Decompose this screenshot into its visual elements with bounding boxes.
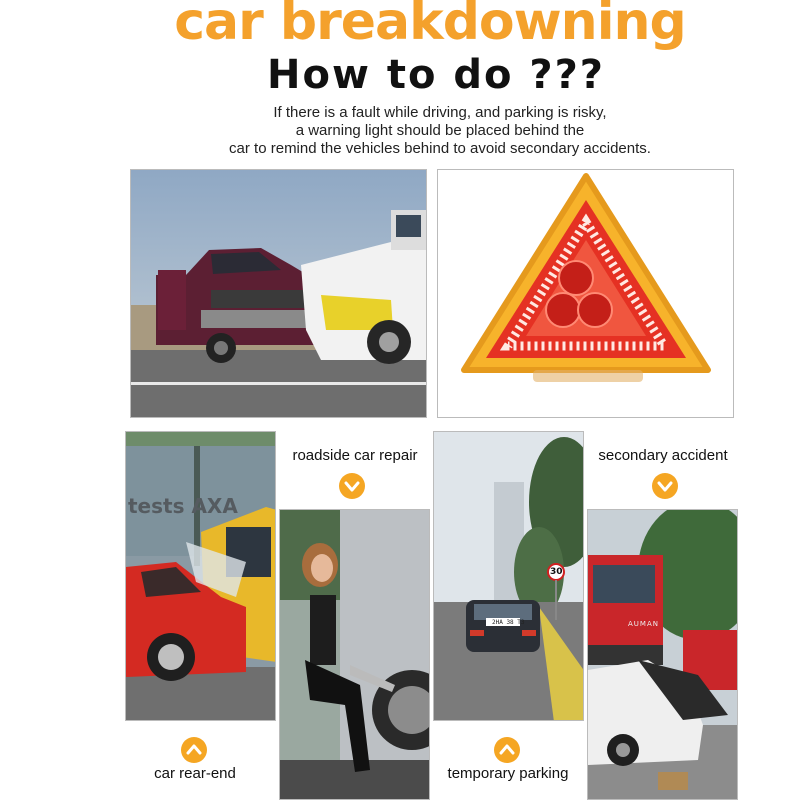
collision-photo — [130, 169, 427, 418]
banner-text: tests AXA — [128, 494, 238, 518]
secondary-accident-photo — [587, 509, 738, 800]
warning-light-photo — [437, 169, 734, 418]
chevron-down-icon — [339, 473, 365, 499]
description-line: car to remind the vehicles behind to avoid secondary accidents. — [229, 140, 651, 157]
truck-brand-text: AUMAN — [628, 620, 659, 628]
chevron-up-icon — [494, 737, 520, 763]
scenario-label-temporary-parking: temporary parking — [447, 765, 569, 782]
scenario-label-rear-end: car rear-end — [154, 765, 236, 782]
temporary-parking-photo — [433, 431, 584, 721]
page-title: car breakdowning — [174, 0, 686, 52]
rear-end-photo — [125, 431, 276, 721]
chevron-down-icon — [652, 473, 678, 499]
license-plate: 2HA 38 T3 — [492, 619, 525, 626]
description — [200, 104, 680, 158]
description-line: a warning light should be placed behind the — [295, 122, 585, 139]
page-subtitle: How to do ??? — [266, 52, 605, 98]
chevron-up-icon — [181, 737, 207, 763]
description-line: If there is a fault while driving, and parking is risky, — [273, 104, 607, 121]
roadside-repair-photo — [279, 509, 430, 800]
scenario-label-roadside-repair: roadside car repair — [292, 447, 418, 464]
scenario-label-secondary-accident: secondary accident — [598, 447, 728, 464]
speed-sign-number: 30 — [550, 567, 563, 577]
